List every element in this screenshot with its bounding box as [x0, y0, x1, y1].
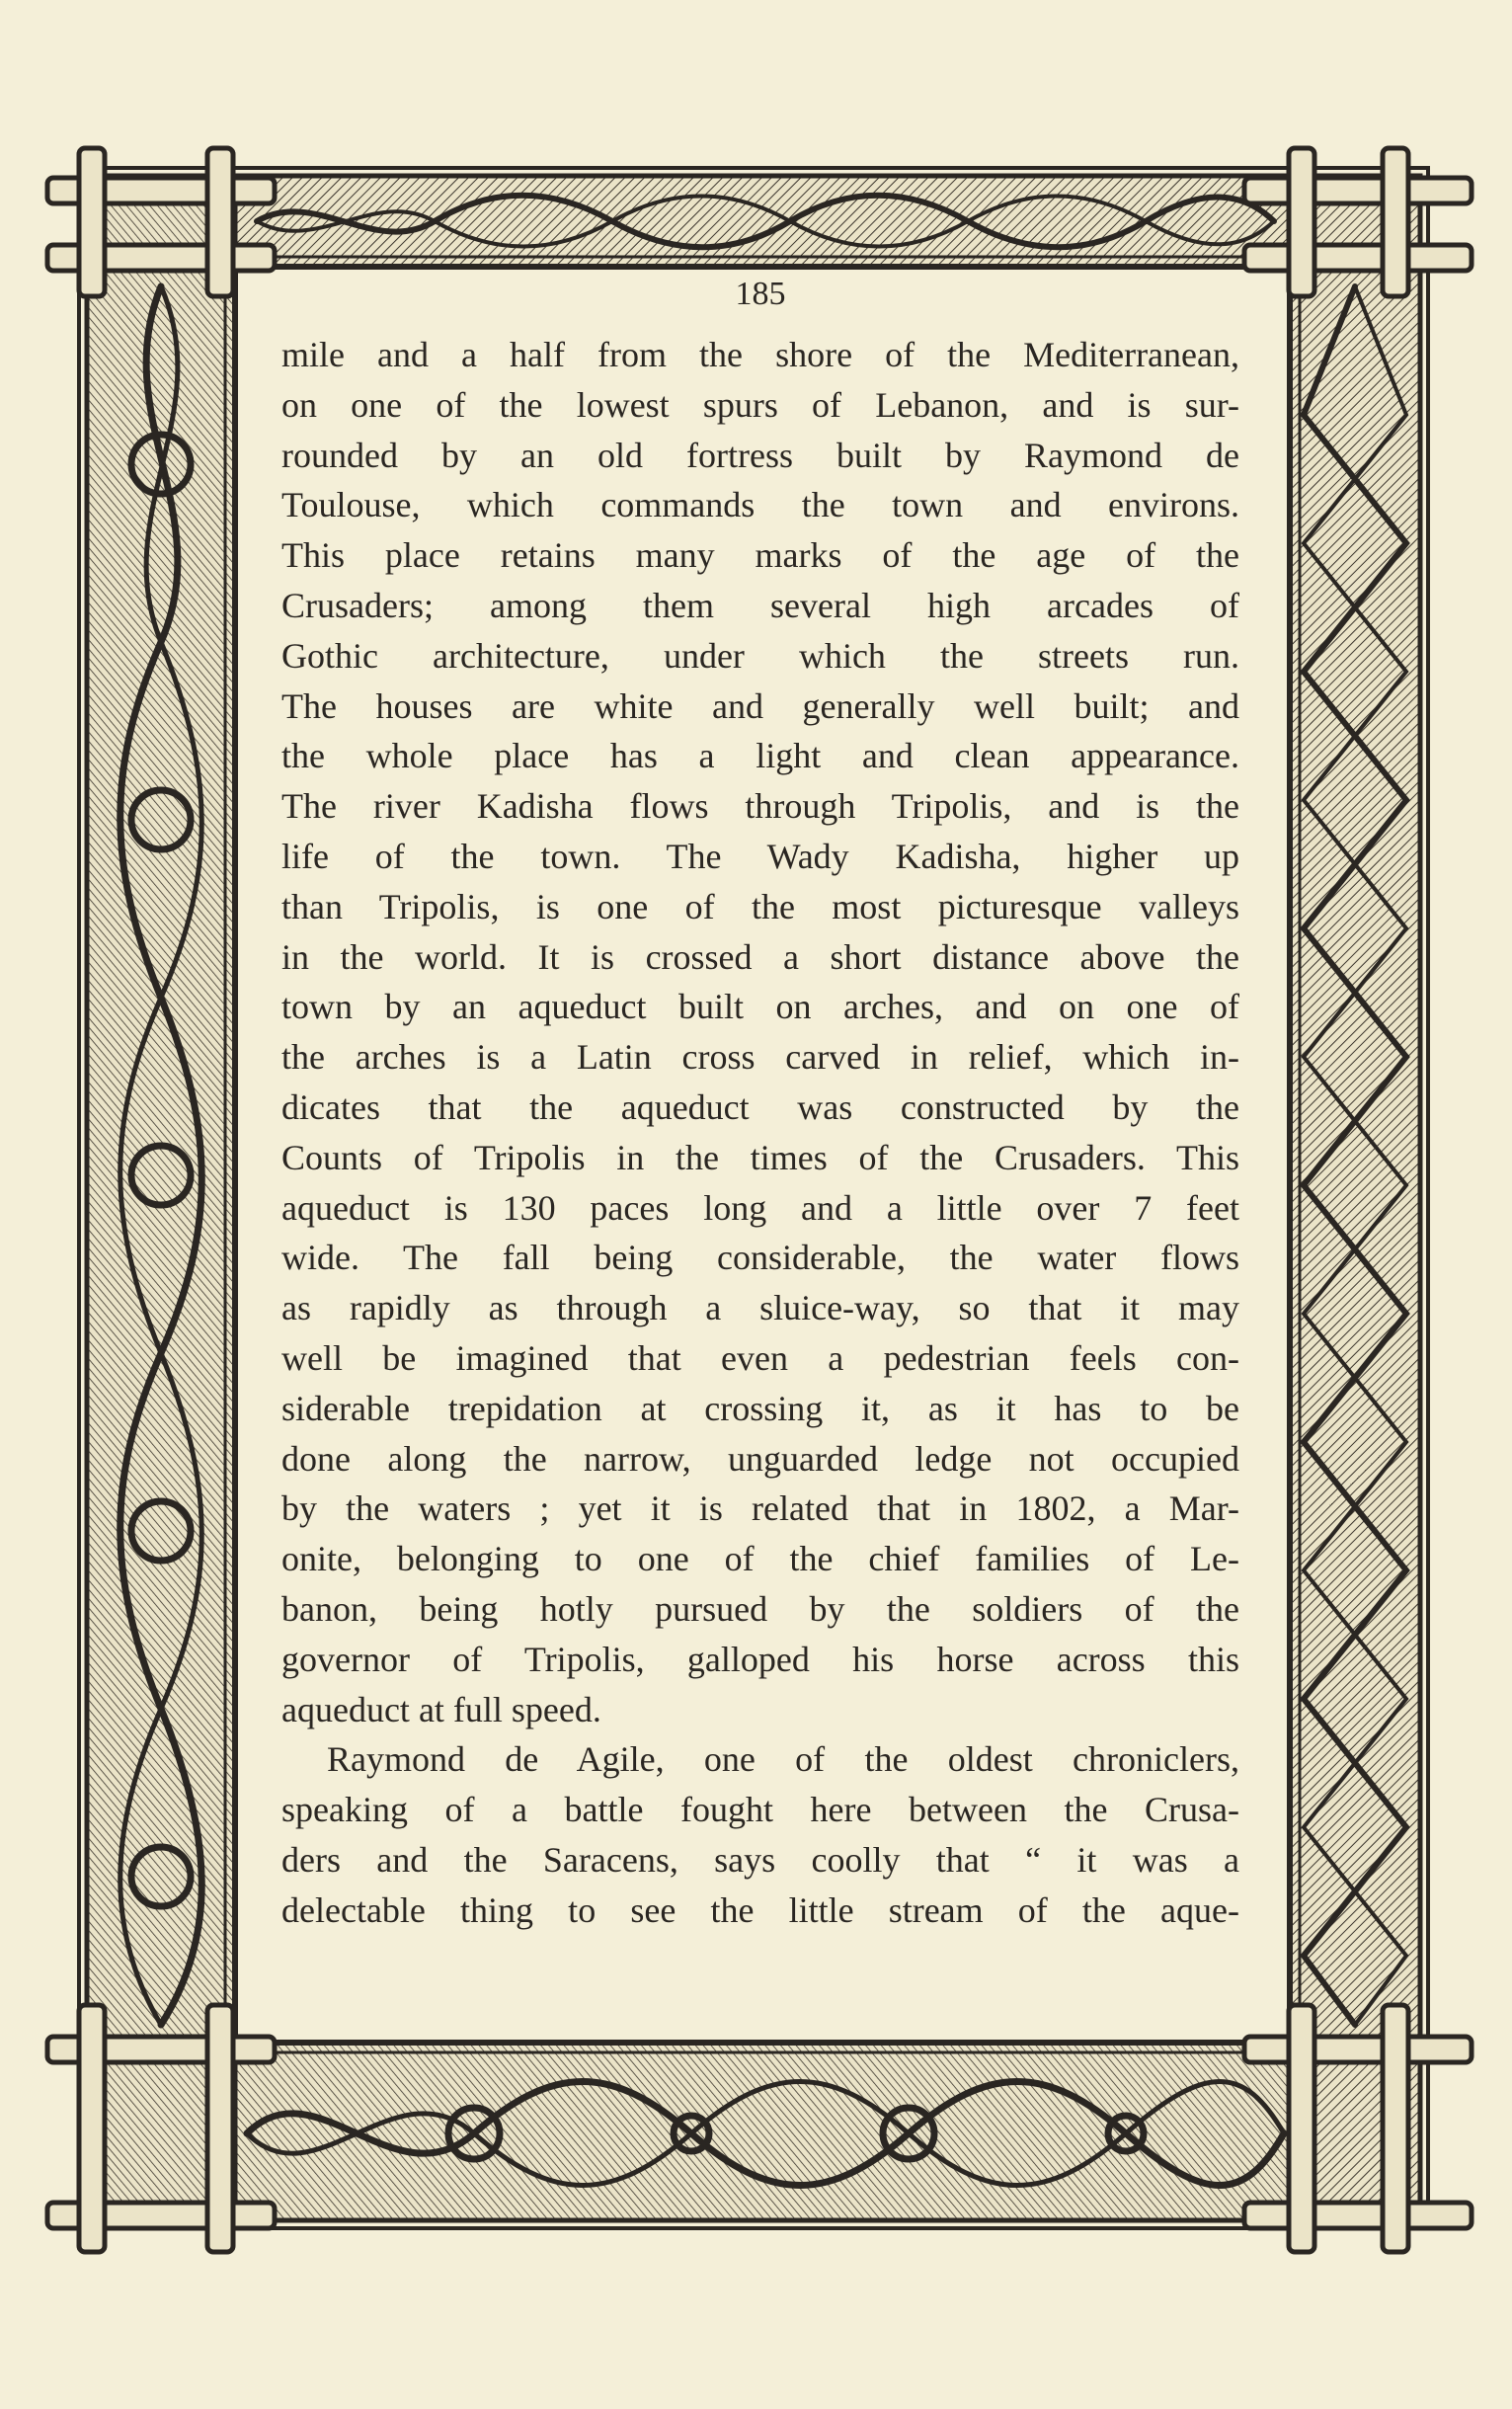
text-line: on one of the lowest spurs of Lebanon, and is sur-: [281, 384, 1239, 425]
text-line: dicates that the aqueduct was constructed by the: [281, 1086, 1239, 1127]
text-line: mile and a half from the shore of the Mediterranean,: [281, 335, 1239, 374]
text-line: banon, being hotly pursued by the soldiers of the: [281, 1588, 1239, 1629]
text-line: aqueduct at full speed.: [281, 1689, 601, 1729]
text-line: onite, belonging to one of the chief families of Le-: [281, 1539, 1239, 1579]
text-line: Counts of Tripolis in the times of the Crusaders. This: [281, 1137, 1239, 1177]
text-line: Toulouse, which commands the town and environs.: [281, 485, 1239, 525]
left-border-band: [87, 176, 235, 2220]
text-line: The river Kadisha flows through Tripolis, and is the: [281, 786, 1239, 827]
page-text: [281, 265, 1239, 2013]
text-line: done along the narrow, unguarded ledge not occupied: [281, 1438, 1239, 1479]
text-line: in the world. It is crossed a short distance above the: [281, 936, 1239, 977]
text-line: as rapidly as through a sluice-way, so that it may: [281, 1288, 1239, 1328]
text-line: The houses are white and generally well built; and: [281, 685, 1239, 726]
body-text: [281, 330, 1239, 1936]
text-line: Crusaders; among them several high arcades of: [281, 585, 1239, 625]
text-line: by the waters ; yet it is related that in 1802, a Mar-: [281, 1488, 1239, 1529]
text-line: Gothic architecture, under which the streets run.: [281, 635, 1239, 676]
text-line: wide. The fall being considerable, the water flows: [281, 1238, 1239, 1278]
page-number: 185: [735, 276, 786, 312]
text-line: aqueduct is 130 paces long and a little over 7 feet: [281, 1187, 1239, 1228]
text-line: than Tripolis, is one of the most picturesque valleys: [281, 886, 1239, 926]
text-line: Raymond de Agile, one of the oldest chroniclers,: [327, 1739, 1239, 1780]
bottom-border-band: [87, 2043, 1420, 2220]
text-line: well be imagined that even a pedestrian feels con-: [281, 1337, 1239, 1378]
text-line: This place retains many marks of the age of the: [281, 535, 1239, 576]
text-line: siderable trepidation at crossing it, as it has to be: [281, 1388, 1239, 1428]
text-line: rounded by an old fortress built by Raymond de: [281, 435, 1239, 475]
top-border-band: [87, 176, 1420, 267]
text-line: life of the town. The Wady Kadisha, higher up: [281, 836, 1239, 876]
text-line: governor of Tripolis, galloped his horse across this: [281, 1639, 1239, 1679]
text-line: delectable thing to see the little stream of the aque-: [281, 1889, 1239, 1930]
text-line: the whole place has a light and clean appearance.: [281, 736, 1239, 776]
text-line: speaking of a battle fought here between the Crusa-: [281, 1790, 1239, 1830]
text-line: the arches is a Latin cross carved in relief, which in-: [281, 1037, 1239, 1078]
text-line: ders and the Saracens, says coolly that “ it was a: [281, 1839, 1239, 1880]
text-line: town by an aqueduct built on arches, and on one of: [281, 987, 1239, 1027]
